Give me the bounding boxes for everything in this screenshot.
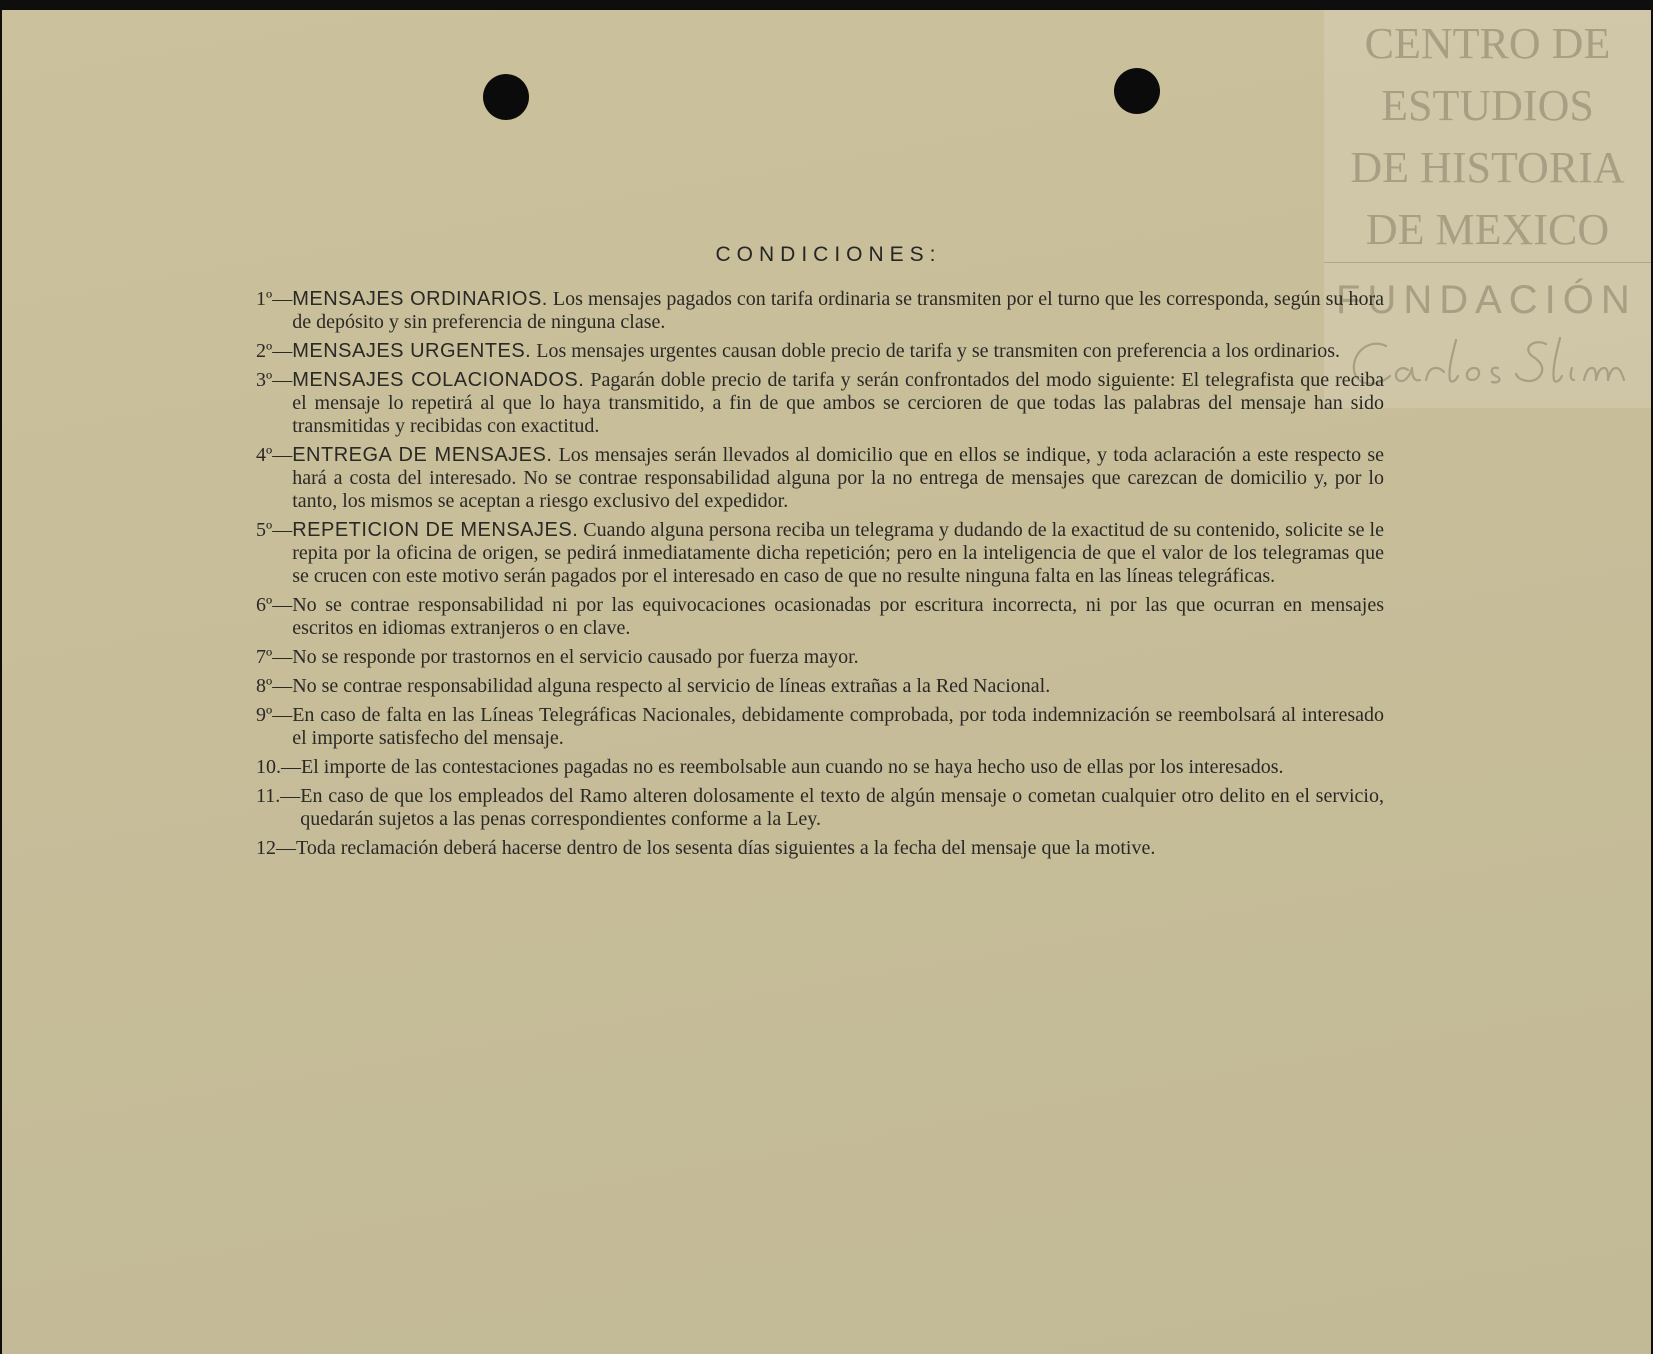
watermark-line-2: ESTUDIOS [1381,81,1594,130]
condition-number: 2º— [256,340,293,362]
condition-number: 5º— [256,519,293,541]
condition-number: 8º— [256,675,293,697]
signature-logo [1346,330,1636,396]
condition-number: 6º— [256,594,293,616]
condition-number: 10.— [256,756,301,778]
punch-hole-right [1114,68,1160,114]
page-title: CONDICIONES: [715,243,942,266]
condition-text: No se contrae responsabilidad ni por las equivocaciones ocasionadas por escritura incorrecta, ni por las que ocurran en mensajes escritos en idiomas extranjeros o en clave. [292,594,1384,639]
condition-body [300,785,1384,831]
condition-number: 4º— [256,444,293,466]
condition-body [296,837,1384,860]
condition-body [292,340,1384,363]
condition-text: Cuando alguna persona reciba un telegrama y dudando de la exactitud de su contenido, solicite se le repita por la oficina de origen, se pedirá inmediatamente dicha repetición; pero en la inteligencia de que el valor de los telegramas que se crucen con este motivo serán pagados por el interesado en caso de que no resulte ninguna falta en las líneas telegráficas. [292,519,1384,587]
condition-item [256,756,1384,779]
condition-title: MENSAJES ORDINARIOS. [292,288,548,310]
condition-title: MENSAJES URGENTES. [292,340,532,362]
condition-body [292,519,1384,588]
condition-number: 7º— [256,646,293,668]
watermark-line-1: CENTRO DE [1364,19,1611,68]
condition-number: 1º— [256,288,293,310]
condition-item [256,646,1384,669]
condition-item [256,704,1384,750]
condition-body [301,756,1384,779]
condition-body [292,288,1384,334]
condition-item [256,288,1384,334]
condition-item [256,340,1384,363]
watermark-fundacion: FUNDACIÓN [1336,278,1637,322]
condition-title: MENSAJES COLACIONADOS. [292,369,585,391]
conditions-list [256,288,1384,866]
condition-item [256,785,1384,831]
document-page [2,10,1651,1354]
condition-number: 9º— [256,704,293,726]
condition-body [292,369,1384,438]
condition-number: 12— [256,837,296,859]
condition-body [292,646,1384,669]
condition-text: No se contrae responsabilidad alguna respecto al servicio de líneas extrañas a la Red Nacional. [292,675,1051,697]
condition-item [256,837,1384,860]
condition-body [292,594,1384,640]
condition-text: Pagarán doble precio de tarifa y serán confrontados del modo siguiente: El telegrafista que reciba el mensaje lo repetirá al que lo haya transmitido, a fin de que ambos se cercioren de que todas las palabras del mensaje han sido transmitidas y recibidas con exactitud. [292,369,1384,437]
condition-body [292,704,1384,750]
condition-number: 3º— [256,369,293,391]
condition-item [256,675,1384,698]
condition-text: En caso de que los empleados del Ramo alteren dolosamente el texto de algún mensaje o cometan cualquier otro delito en el servicio, quedarán sujetos a las penas correspondientes conforme a la Ley. [300,785,1384,830]
condition-item [256,594,1384,640]
condition-item [256,519,1384,588]
condition-text: Los mensajes urgentes causan doble precio de tarifa y se transmiten con preferencia a los ordinarios. [531,340,1341,362]
condition-title: REPETICION DE MENSAJES. [292,519,579,541]
condition-number: 11.— [256,785,301,807]
condition-text: Toda reclamación deberá hacerse dentro de los sesenta días siguientes a la fecha del mensaje que la motive. [296,837,1156,859]
condition-body [292,444,1384,513]
condition-text: Los mensajes serán llevados al domicilio que en ellos se indique, y toda aclaración a este respecto se hará a costa del interesado. No se contrae responsabilidad alguna por la no entrega de mensajes que carezcan de domicilio y, por lo tanto, los mismos se aceptan a riesgo exclusivo del expedidor. [292,444,1384,512]
condition-item [256,444,1384,513]
watermark-line-3: DE HISTORIA [1350,143,1625,192]
condition-body [292,675,1384,698]
condition-text: El importe de las contestaciones pagadas no es reembolsable aun cuando no se haya hecho uso de ellas por los interesados. [301,756,1284,778]
watermark-line-4: DE MEXICO [1365,205,1610,254]
condition-item [256,369,1384,438]
condition-title: ENTREGA DE MENSAJES. [292,444,553,466]
condition-text: Los mensajes pagados con tarifa ordinaria se transmiten por el turno que les corresponda, según su hora de depósito y sin preferencia de ninguna clase. [292,288,1384,333]
condition-text: No se responde por trastornos en el servicio causado por fuerza mayor. [292,646,859,668]
punch-hole-left [483,74,529,120]
condition-text: En caso de falta en las Líneas Telegráficas Nacionales, debidamente comprobada, por toda indemnización se reembolsará al interesado el importe satisfecho del mensaje. [292,704,1384,749]
